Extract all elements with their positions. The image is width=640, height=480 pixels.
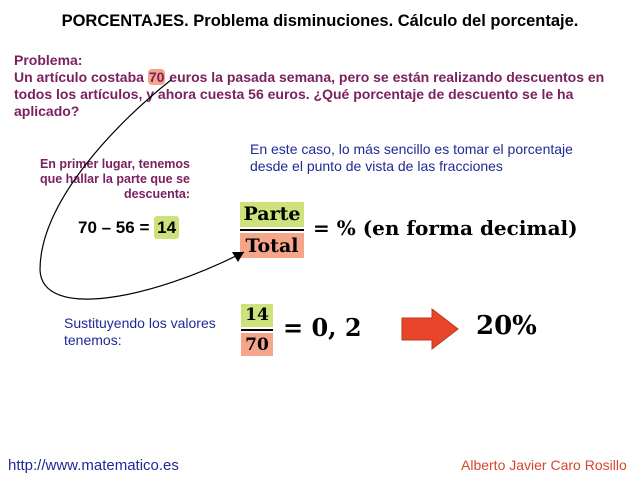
- substituted-fraction: [241, 304, 273, 356]
- substituted-rhs: = 0, 2: [283, 313, 362, 342]
- problem-text-after: euros la pasada semana, pero se están realizando descuentos en todos los artículos, y ahora cuesta 56 euros. ¿Qué porcentaje de descuento se le ha aplicado?: [14, 69, 605, 119]
- substituted-fraction-bar: [241, 329, 273, 331]
- problem-heading: Problema:: [14, 52, 83, 68]
- subtraction-expression: 70 – 56 =: [78, 218, 150, 237]
- author-credit: Alberto Javier Caro Rosillo: [461, 457, 627, 473]
- formula-rhs: = % (en forma decimal): [313, 216, 578, 240]
- subtraction-equation: [78, 218, 179, 238]
- problem-text: [14, 69, 634, 120]
- formula-fraction: [240, 202, 304, 258]
- substituted-numerator: 14: [241, 304, 273, 327]
- case-note: En este caso, lo más sencillo es tomar el porcentaje desde el punto de vista de las fracciones: [250, 141, 573, 174]
- original-price-highlight: 70: [148, 69, 165, 85]
- discount-amount-highlight: 14: [154, 216, 179, 239]
- final-percentage: 20%: [476, 311, 537, 341]
- right-arrow-icon: [402, 309, 458, 349]
- substitution-label: Sustituyendo los valores tenemos:: [64, 315, 216, 348]
- problem-text-before: Un artículo costaba: [14, 69, 148, 85]
- formula-denominator: Total: [240, 233, 304, 258]
- website-link[interactable]: http://www.matematico.es: [8, 457, 179, 474]
- page-title: PORCENTAJES. Problema disminuciones. Cálculo del porcentaje.: [61, 12, 579, 30]
- first-step-note: En primer lugar, tenemos que hallar la parte que se descuenta:: [39, 157, 190, 201]
- formula-numerator: Parte: [240, 202, 304, 227]
- substituted-denominator: 70: [241, 333, 273, 356]
- problem-statement: [14, 52, 634, 120]
- formula-fraction-bar: [240, 229, 304, 231]
